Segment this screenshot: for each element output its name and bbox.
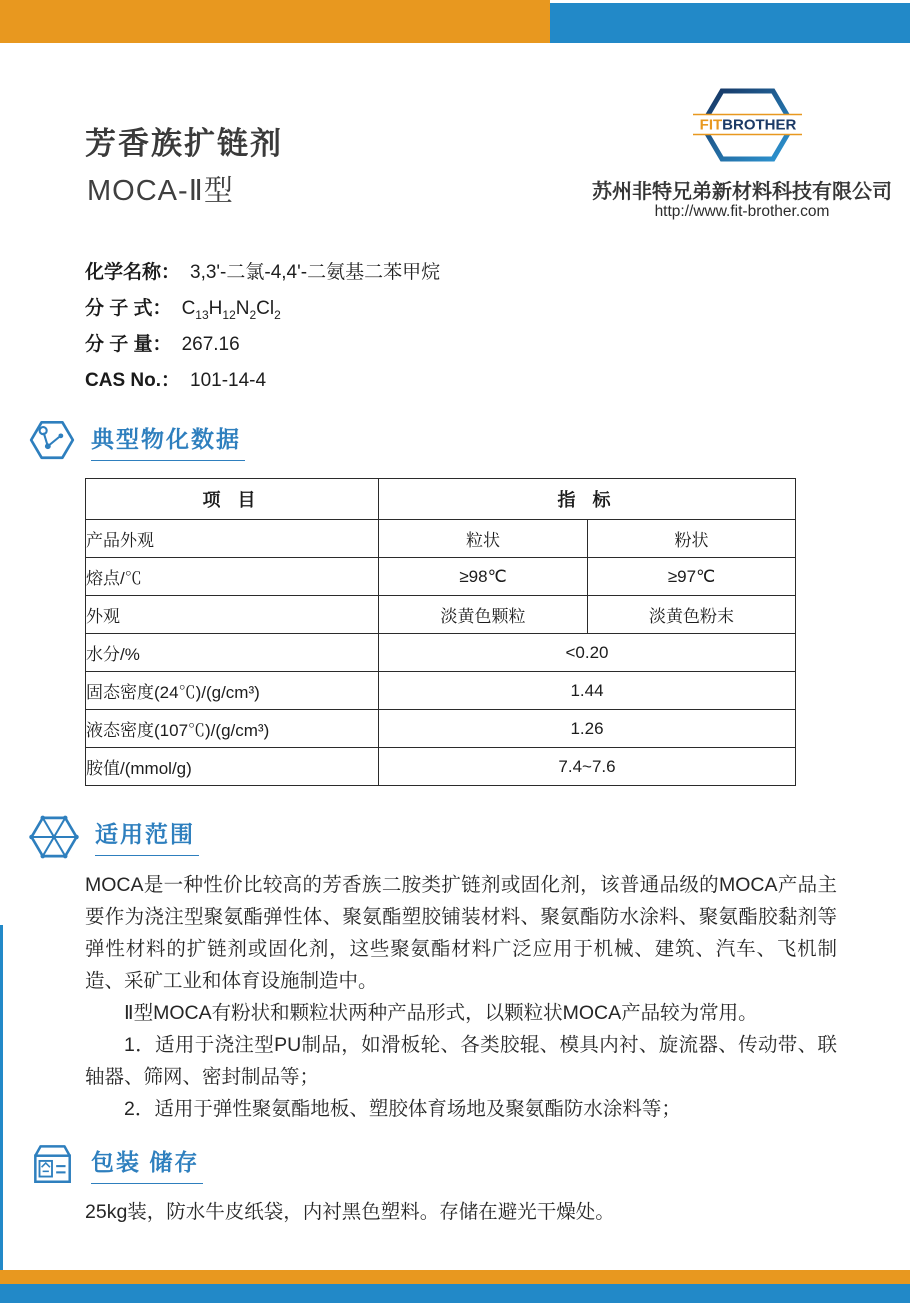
- molecular-weight-label: 分 子 量：: [85, 334, 172, 355]
- table-row: [86, 520, 796, 558]
- table-header-item: 项 目: [86, 479, 379, 520]
- top-blue-bar: [550, 3, 910, 43]
- table-value-cell: 粉状: [588, 520, 796, 558]
- bottom-orange-bar: [0, 1270, 910, 1284]
- table-value-cell: 粒状: [379, 520, 588, 558]
- table-value-cell: ≥97℃: [588, 558, 796, 596]
- chemical-name-value: 3,3'-二氯-4,4'-二氨基二苯甲烷: [190, 262, 441, 283]
- table-row: [86, 596, 796, 634]
- table-row: [86, 558, 796, 596]
- table-item-cell: 熔点/℃: [86, 558, 379, 596]
- left-accent-line: [0, 925, 3, 1303]
- package-box-icon: [27, 1138, 77, 1188]
- wireframe-hexagon-icon: [27, 810, 81, 864]
- table-value-cell: 1.44: [379, 672, 796, 710]
- company-name: 苏州非特兄弟新材料科技有限公司: [592, 181, 892, 203]
- scope-paragraphs: [85, 869, 837, 1125]
- table-header-spec: 指 标: [379, 479, 796, 520]
- table-value-cell: <0.20: [379, 634, 796, 672]
- table-row: [86, 634, 796, 672]
- product-model: MOCA-Ⅱ型: [87, 175, 234, 207]
- hexagon-logo-icon: [688, 84, 808, 166]
- molecular-weight-row: [85, 330, 685, 366]
- scope-paragraph: 2．适用于弹性聚氨酯地板、塑胶体育场地及聚氨酯防水涂料等；: [124, 1098, 681, 1120]
- table-item-cell: 液态密度(107℃)/(g/cm³): [86, 710, 379, 748]
- cas-number-value: 101-14-4: [190, 370, 267, 391]
- section-packaging-header: [27, 1138, 203, 1188]
- table-value-cell: 7.4~7.6: [379, 748, 796, 786]
- molecule-hexagon-icon: [27, 415, 77, 465]
- physchem-table: [85, 478, 796, 786]
- molecular-formula-row: [85, 294, 685, 330]
- table-row: [86, 748, 796, 786]
- chemical-info: [85, 258, 685, 402]
- cas-number-row: [85, 366, 685, 402]
- table-value-cell: ≥98℃: [379, 558, 588, 596]
- svg-text:FITBROTHER: [700, 117, 797, 134]
- molecular-formula-label: 分 子 式：: [85, 298, 172, 319]
- table-value-cell: 淡黄色粉末: [588, 596, 796, 634]
- table-value-cell: 1.26: [379, 710, 796, 748]
- table-row: [86, 672, 796, 710]
- molecular-weight-value: 267.16: [181, 334, 240, 355]
- table-value-cell: 淡黄色颗粒: [379, 596, 588, 634]
- physchem-table-body: [86, 479, 796, 786]
- molecular-formula-value: $C_{13}H_{12}N_2Cl_2$: [181, 298, 281, 322]
- logo-brother-text: BROTHER: [722, 116, 797, 134]
- table-item-cell: 外观: [86, 596, 379, 634]
- logo-fit-text: FIT: [699, 116, 723, 134]
- table-item-cell: 胺值/(mmol/g): [86, 748, 379, 786]
- top-orange-bar: [0, 0, 550, 43]
- table-item-cell: 固态密度(24℃)/(g/cm³): [86, 672, 379, 710]
- section-physchem-header: [27, 415, 245, 465]
- scope-paragraph: MOCA是一种性价比较高的芳香族二胺类扩链剂或固化剂，该普通品级的MOCA产品主要作为浇注型聚氨酯弹性体、聚氨酯塑胶铺装材料、聚氨酯防水涂料、聚氨酯胶黏剂等弹性材料的扩链剂或固化剂，这些聚氨酯材料广泛应用于机械、建筑、汽车、飞机制造、采矿工业和体育设施制造中。: [85, 874, 837, 992]
- bottom-blue-bar: [0, 1284, 910, 1303]
- chemical-name-row: [85, 258, 685, 294]
- scope-paragraph: Ⅱ型MOCA有粉状和颗粒状两种产品形式，以颗粒状MOCA产品较为常用。: [124, 1002, 758, 1024]
- company-logo: [688, 84, 808, 166]
- table-header-row: [86, 479, 796, 520]
- section-scope-title: 适用范围: [95, 816, 199, 856]
- table-item-cell: 水分/%: [86, 634, 379, 672]
- table-row: [86, 710, 796, 748]
- section-physchem-title: 典型物化数据: [91, 421, 245, 461]
- section-scope-header: [27, 810, 199, 864]
- chemical-name-label: 化学名称：: [85, 262, 181, 283]
- scope-paragraph: 1．适用于浇注型PU制品，如滑板轮、各类胶辊、模具内衬、旋流器、传动带、联轴器、筛网、密封制品等；: [85, 1034, 837, 1088]
- packaging-text: 25kg装，防水牛皮纸袋，内衬黑色塑料。存储在避光干燥处。: [85, 1201, 615, 1223]
- table-item-cell: 产品外观: [86, 520, 379, 558]
- cas-number-label: CAS No.：: [85, 370, 181, 391]
- company-website[interactable]: http://www.fit-brother.com: [654, 203, 830, 220]
- section-packaging-title: 包装 储存: [91, 1144, 203, 1184]
- page-title: 芳香族扩链剂: [85, 126, 283, 161]
